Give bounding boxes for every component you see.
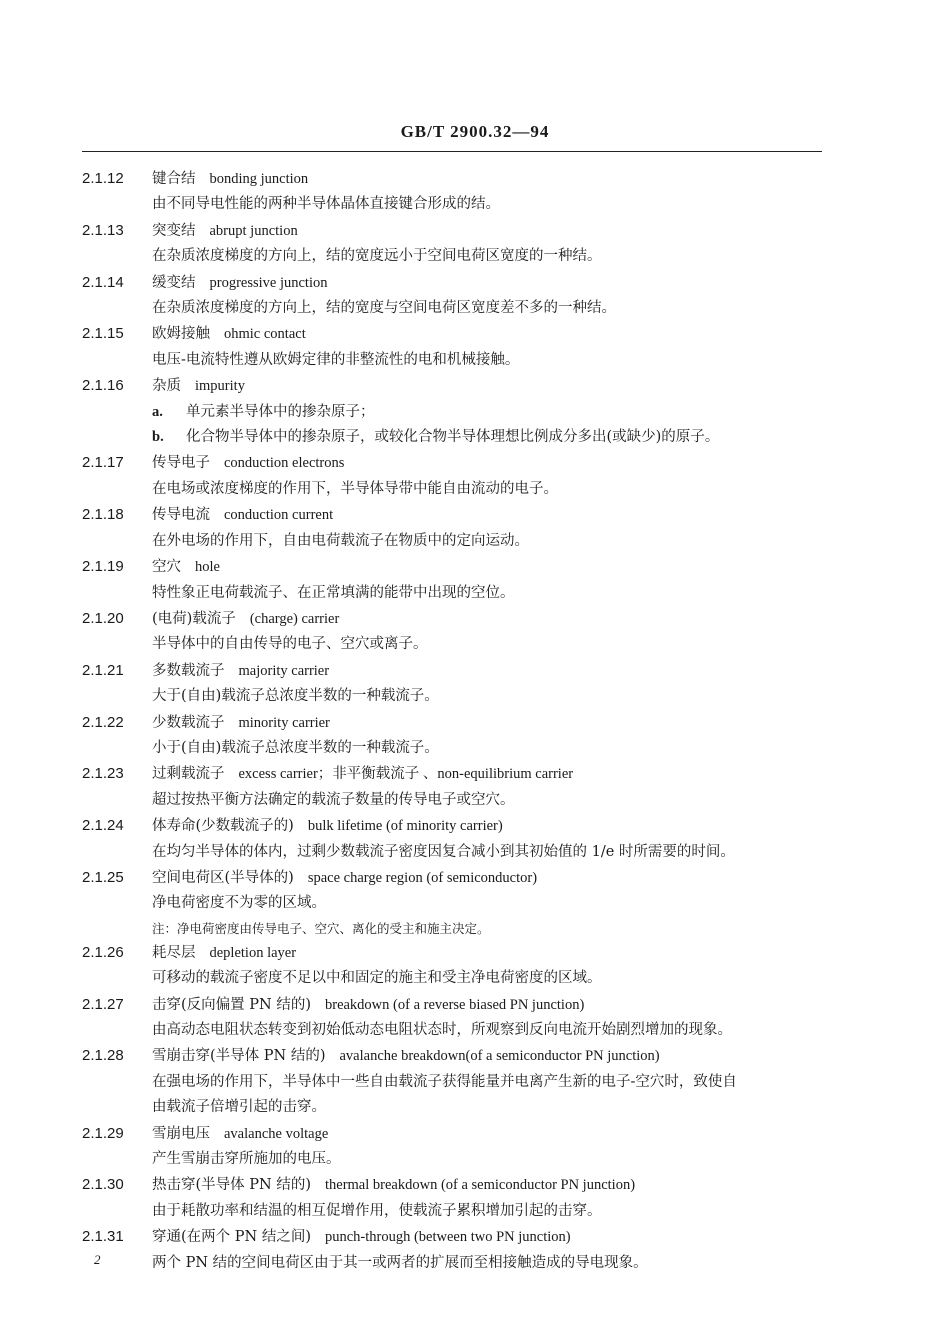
term-number: 2.1.15 bbox=[82, 325, 124, 343]
term-definition: 由高动态电阻状态转变到初始低动态电阻状态时，所观察到反向电流开始剧烈增加的现象。 bbox=[152, 1022, 732, 1038]
term-number: 2.1.31 bbox=[82, 1228, 124, 1246]
term-heading bbox=[82, 813, 827, 839]
term-number: 2.1.24 bbox=[82, 817, 124, 835]
term-number: 2.1.17 bbox=[82, 454, 124, 472]
term-chinese: 耗尽层 bbox=[152, 944, 196, 961]
term-definition: 可移动的载流子密度不足以中和固定的施主和受主净电荷密度的区域。 bbox=[152, 970, 602, 987]
term-heading bbox=[82, 865, 827, 891]
term-english: avalanche voltage bbox=[224, 1125, 329, 1142]
term-heading bbox=[82, 940, 827, 966]
term-heading bbox=[82, 658, 827, 684]
standard-header: GB/T 2900.32—94 bbox=[400, 122, 550, 141]
term-heading bbox=[82, 1224, 827, 1250]
term-english: bonding junction bbox=[209, 171, 309, 187]
term-entry bbox=[82, 992, 827, 1044]
definition-item bbox=[82, 400, 827, 425]
term-number: 2.1.16 bbox=[82, 377, 124, 395]
term-english: impurity bbox=[195, 378, 245, 395]
term-number: 2.1.14 bbox=[82, 273, 124, 291]
term-definition: 在电场或浓度梯度的作用下，半导体导带中能自由流动的电子。 bbox=[152, 480, 558, 497]
term-entry bbox=[82, 166, 827, 218]
term-english: ohmic contact bbox=[224, 326, 306, 343]
term-english: punch-through (between two PN junction) bbox=[324, 1229, 571, 1246]
term-definition: 半导体中的自由传导的电子、空穴或离子。 bbox=[152, 636, 428, 653]
item-text: 单元素半导体中的掺杂原子； bbox=[186, 403, 375, 420]
term-entry bbox=[82, 1172, 827, 1224]
term-definition: 在外电场的作用下，自由电荷载流子在物质中的定向运动。 bbox=[152, 532, 529, 549]
term-entry bbox=[82, 554, 827, 606]
term-number: 2.1.12 bbox=[82, 170, 124, 187]
term-definition: 小于(自由)载流子总浓度半数的一种载流子。 bbox=[152, 739, 439, 756]
item-label: b. bbox=[152, 429, 164, 446]
term-english: space charge region (of semiconductor) bbox=[307, 869, 538, 886]
term-entry bbox=[82, 606, 827, 658]
term-chinese: 雪崩电压 bbox=[152, 1125, 210, 1142]
term-number: 2.1.22 bbox=[82, 713, 124, 731]
term-chinese: 少数载流子 bbox=[152, 714, 225, 731]
term-english: hole bbox=[195, 559, 220, 576]
term-chinese: 多数载流子 bbox=[152, 662, 225, 679]
term-number: 2.1.27 bbox=[82, 995, 124, 1013]
term-entry bbox=[82, 373, 827, 450]
term-english: thermal breakdown (of a semiconductor PN junction) bbox=[324, 1177, 636, 1194]
term-chinese: 突变结 bbox=[152, 222, 196, 239]
term-definition: 在强电场的作用下，半导体中一些自由载流子获得能量并电离产生新的电子-空穴时，致使自 bbox=[152, 1073, 737, 1090]
term-number: 2.1.25 bbox=[82, 868, 124, 886]
term-definition: 由于耗散功率和结温的相互促增作用，使载流子累积增加引起的击穿。 bbox=[152, 1202, 602, 1219]
term-number: 2.1.20 bbox=[82, 609, 124, 627]
term-number: 2.1.28 bbox=[82, 1047, 124, 1065]
term-number: 2.1.26 bbox=[82, 943, 124, 961]
term-entry bbox=[82, 761, 827, 813]
term-chinese: 空间电荷区(半导体的) bbox=[152, 869, 294, 886]
term-english: conduction current bbox=[224, 507, 334, 524]
term-entry bbox=[82, 710, 827, 762]
term-chinese: 杂质 bbox=[152, 378, 181, 395]
term-chinese: 欧姆接触 bbox=[152, 326, 210, 343]
term-heading bbox=[82, 166, 827, 192]
term-number: 2.1.21 bbox=[82, 661, 124, 679]
term-definition: 产生雪崩击穿所施加的电压。 bbox=[152, 1151, 341, 1168]
term-chinese: 热击穿(半导体 PN 结的) bbox=[152, 1177, 311, 1194]
term-chinese: 击穿(反向偏置 PN 结的) bbox=[152, 996, 311, 1013]
term-number: 2.1.30 bbox=[82, 1176, 124, 1194]
term-definition: 在杂质浓度梯度的方向上，结的宽度与空间电荷区宽度差不多的一种结。 bbox=[152, 300, 616, 317]
term-definition: 超过按热平衡方法确定的载流子数量的传导电子或空穴。 bbox=[152, 791, 515, 808]
term-chinese: 传导电流 bbox=[152, 507, 210, 524]
term-number: 2.1.19 bbox=[82, 558, 124, 576]
term-entry bbox=[82, 813, 827, 865]
item-label: a. bbox=[152, 403, 163, 420]
term-heading bbox=[82, 606, 827, 632]
term-heading bbox=[82, 373, 827, 399]
term-definition: 电压-电流特性遵从欧姆定律的非整流性的电和机械接触。 bbox=[152, 351, 520, 368]
term-definition: 特性象正电荷载流子、在正常填满的能带中出现的空位。 bbox=[152, 584, 515, 601]
term-definition: 由不同导电性能的两种半导体晶体直接键合形成的结。 bbox=[152, 196, 500, 213]
term-definition: 大于(自由)载流子总浓度半数的一种载流子。 bbox=[152, 688, 439, 705]
term-number: 2.1.23 bbox=[82, 765, 124, 783]
term-english: majority carrier bbox=[238, 662, 330, 679]
term-chinese: 缓变结 bbox=[152, 274, 196, 291]
definition-item bbox=[82, 425, 827, 450]
term-heading bbox=[82, 1172, 827, 1198]
header-rule bbox=[82, 151, 822, 152]
term-entry bbox=[82, 1121, 827, 1173]
term-english: progressive junction bbox=[209, 274, 328, 291]
item-text: 化合物半导体中的掺杂原子，或较化合物半导体理想比例成分多出(或缺少)的原子。 bbox=[186, 429, 720, 446]
term-entry bbox=[82, 270, 827, 322]
term-chinese: 雪崩击穿(半导体 PN 结的) bbox=[152, 1048, 326, 1065]
term-definition: 在杂质浓度梯度的方向上，结的宽度远小于空间电荷区宽度的一种结。 bbox=[152, 248, 602, 265]
term-english: excess carrier；非平衡载流子 、non-equilibrium carrier bbox=[238, 766, 574, 783]
term-definition: 净电荷密度不为零的区域。 bbox=[152, 895, 326, 912]
term-heading bbox=[82, 502, 827, 528]
term-chinese: 传导电子 bbox=[152, 455, 210, 472]
term-entry bbox=[82, 865, 827, 940]
term-chinese: 过剩载流子 bbox=[152, 766, 225, 783]
term-english: bulk lifetime (of minority carrier) bbox=[307, 818, 503, 835]
term-entry bbox=[82, 1224, 827, 1276]
term-english: minority carrier bbox=[238, 714, 330, 731]
term-heading bbox=[82, 554, 827, 580]
term-definition: 两个 PN 结的空间电荷区由于其一或两者的扩展而至相接触造成的导电现象。 bbox=[152, 1254, 648, 1271]
term-english: conduction electrons bbox=[224, 455, 345, 472]
term-entry bbox=[82, 1043, 827, 1120]
term-chinese: 键合结 bbox=[152, 171, 196, 187]
term-number: 2.1.13 bbox=[82, 221, 124, 239]
term-heading bbox=[82, 1121, 827, 1147]
term-entry bbox=[82, 450, 827, 502]
term-english: avalanche breakdown(of a semiconductor PN junction) bbox=[339, 1048, 660, 1065]
term-heading bbox=[82, 321, 827, 347]
term-entry bbox=[82, 940, 827, 992]
term-entry bbox=[82, 218, 827, 270]
term-chinese: 空穴 bbox=[152, 559, 181, 576]
term-entry bbox=[82, 658, 827, 710]
term-heading bbox=[82, 992, 827, 1018]
term-chinese: 穿通(在两个 PN 结之间) bbox=[152, 1229, 311, 1246]
term-list bbox=[82, 166, 827, 1276]
term-heading bbox=[82, 270, 827, 296]
term-number: 2.1.29 bbox=[82, 1124, 124, 1142]
term-heading bbox=[82, 450, 827, 476]
page-number: 2 bbox=[94, 1252, 101, 1267]
term-heading bbox=[82, 761, 827, 787]
term-english: depletion layer bbox=[209, 944, 297, 961]
term-chinese: 体寿命(少数载流子的) bbox=[152, 818, 294, 835]
term-number: 2.1.18 bbox=[82, 506, 124, 524]
term-chinese: (电荷)载流子 bbox=[152, 610, 236, 627]
term-english: (charge) carrier bbox=[249, 610, 340, 627]
term-english: abrupt junction bbox=[209, 222, 298, 239]
term-heading bbox=[82, 710, 827, 736]
term-note: 注：净电荷密度由传导电子、空穴、离化的受主和施主决定。 bbox=[152, 920, 490, 936]
term-english: breakdown (of a reverse biased PN junction) bbox=[324, 996, 585, 1013]
term-heading bbox=[82, 1043, 827, 1069]
term-definition: 在均匀半导体的体内，过剩少数载流子密度因复合减小到其初始值的 1/e 时所需要的时间。 bbox=[152, 843, 735, 860]
term-entry bbox=[82, 502, 827, 554]
term-entry bbox=[82, 321, 827, 373]
term-heading bbox=[82, 218, 827, 244]
term-definition: 由载流子倍增引起的击穿。 bbox=[152, 1099, 326, 1116]
